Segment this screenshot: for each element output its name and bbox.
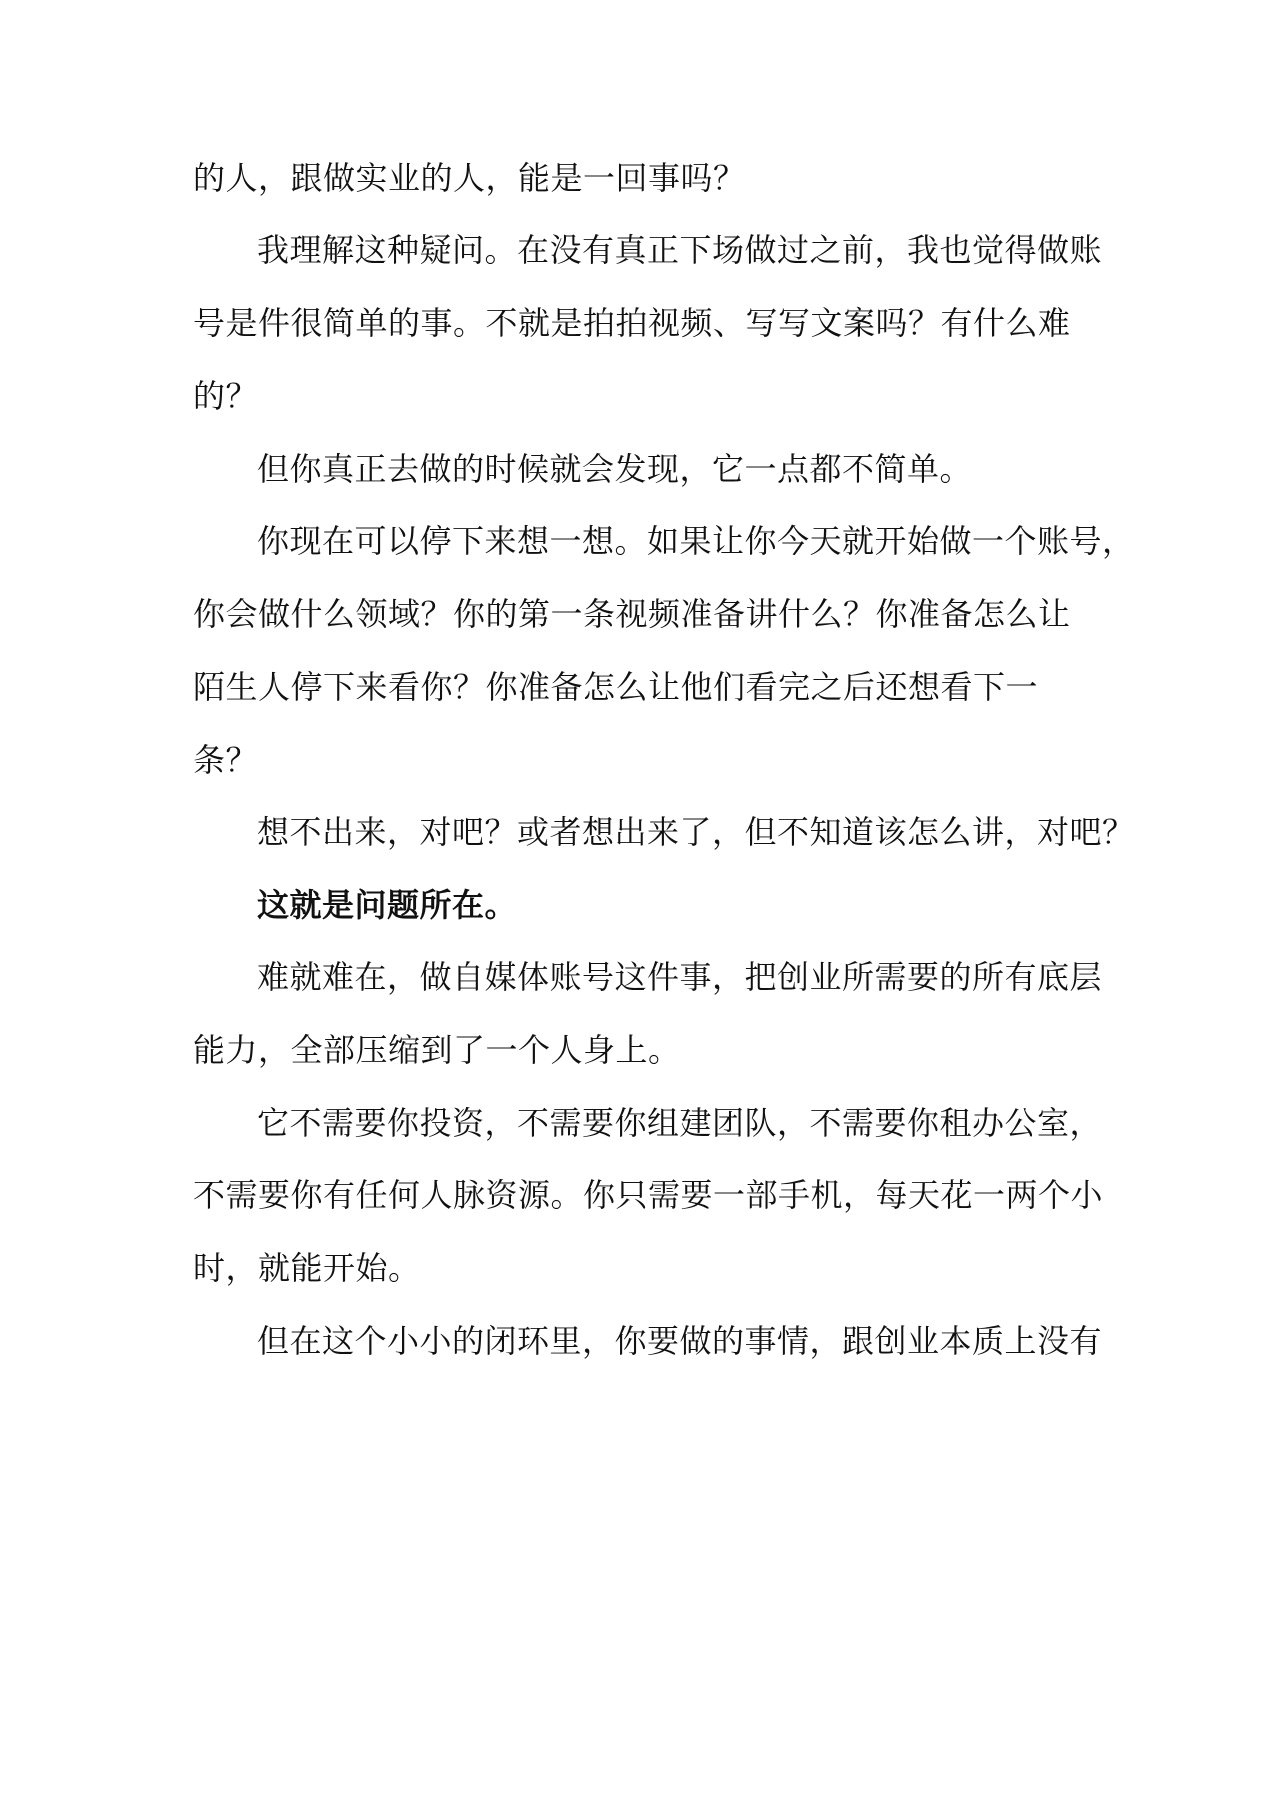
text-line: 它不需要你投资，不需要你组建团队，不需要你租办公室，: [257, 1104, 1103, 1142]
text-line: 号是件很简单的事。不就是拍拍视频、写写文案吗？有什么难: [193, 304, 1071, 342]
text-line: 的？: [193, 377, 259, 415]
text-line: 时，就能开始。: [193, 1249, 421, 1287]
text-line: 不需要你有任何人脉资源。你只需要一部手机，每天花一两个小: [193, 1176, 1104, 1214]
text-line: 我理解这种疑问。在没有真正下场做过之前，我也觉得做账: [257, 231, 1103, 269]
text-line: 的人，跟做实业的人，能是一回事吗？: [193, 159, 746, 197]
bold-text-line: 这就是问题所在。: [257, 886, 518, 924]
text-line: 但在这个小小的闭环里，你要做的事情，跟创业本质上没有: [257, 1322, 1103, 1360]
text-line: 想不出来，对吧？或者想出来了，但不知道该怎么讲，对吧？: [257, 813, 1135, 851]
text-line: 但你真正去做的时候就会发现，它一点都不简单。: [257, 450, 973, 488]
text-line: 能力，全部压缩到了一个人身上。: [193, 1031, 681, 1069]
text-line: 你现在可以停下来想一想。如果让你今天就开始做一个账号，: [257, 522, 1135, 560]
text-line: 条？: [193, 741, 259, 779]
text-line: 难就难在，做自媒体账号这件事，把创业所需要的所有底层: [257, 958, 1103, 996]
text-line: 你会做什么领域？你的第一条视频准备讲什么？你准备怎么让: [193, 595, 1071, 633]
text-line: 陌生人停下来看你？你准备怎么让他们看完之后还想看下一: [193, 668, 1039, 706]
